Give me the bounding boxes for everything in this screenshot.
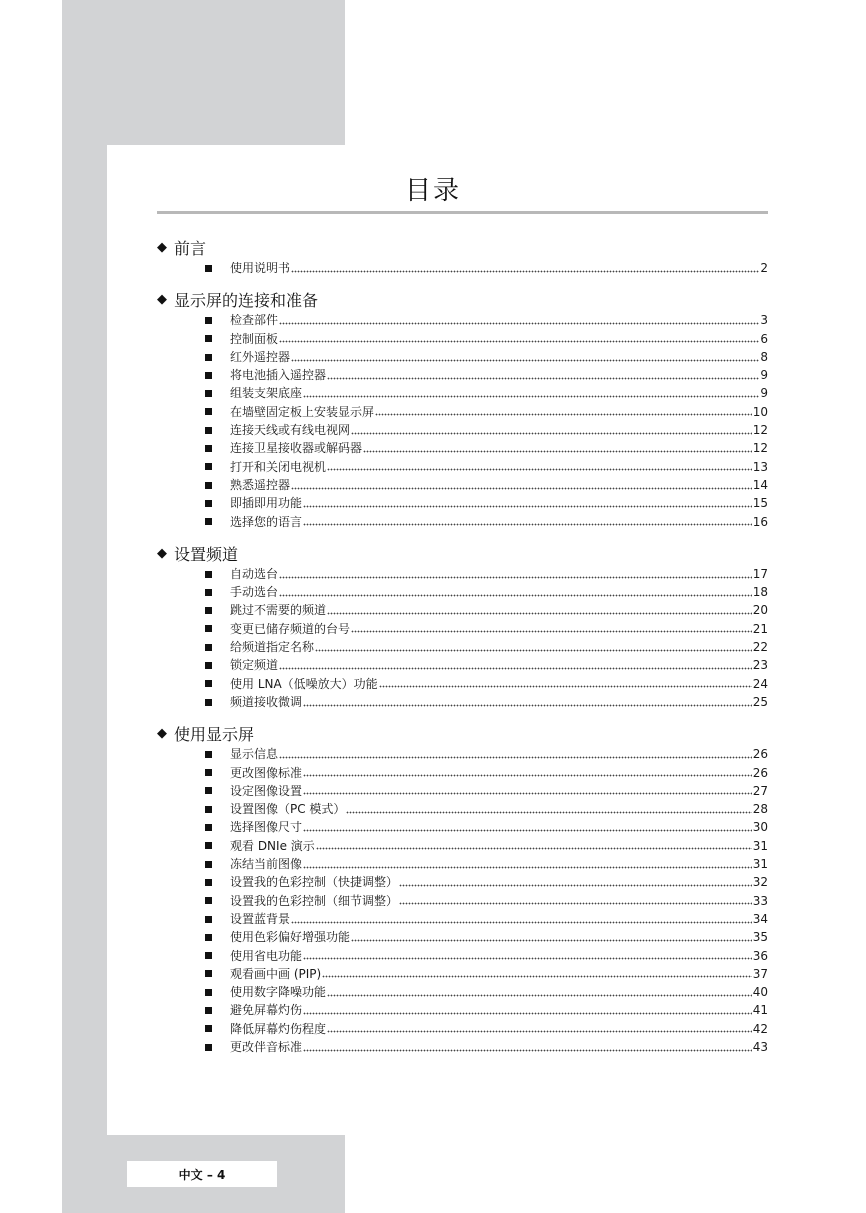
toc-entry-label: 设置蓝背景 — [230, 911, 291, 926]
section-heading[interactable] — [157, 722, 768, 745]
toc-entry-label: 手动选台 — [230, 585, 279, 600]
dot-leader — [303, 523, 752, 527]
toc-entry-page: 6 — [760, 331, 768, 346]
dot-leader — [303, 1048, 752, 1052]
toc-entry-page: 31 — [752, 838, 768, 853]
toc-entry-label: 连接卫星接收器或解码器 — [230, 441, 363, 456]
toc-entry[interactable] — [157, 837, 768, 855]
toc-entry-label: 在墙壁固定板上安装显示屏 — [230, 404, 375, 419]
toc-entry-label: 控制面板 — [230, 331, 279, 346]
toc-entry-label: 自动选台 — [230, 566, 279, 581]
toc-entry[interactable] — [157, 620, 768, 638]
diamond-icon: ◆ — [157, 240, 167, 255]
section-heading[interactable] — [157, 236, 768, 259]
toc-entry-label: 熟悉遥控器 — [230, 477, 291, 492]
dot-leader — [303, 829, 752, 833]
dot-leader — [351, 630, 752, 634]
dot-leader — [279, 666, 752, 670]
dot-leader — [346, 810, 751, 814]
toc-entry[interactable] — [157, 782, 768, 800]
section-heading[interactable] — [157, 288, 768, 311]
section-heading[interactable] — [157, 542, 768, 565]
square-bullet-icon — [205, 335, 212, 342]
dot-leader — [303, 395, 759, 399]
toc-entry-page: 42 — [752, 1021, 768, 1036]
dot-leader — [303, 703, 752, 707]
toc-entry[interactable] — [157, 565, 768, 583]
dot-leader — [279, 575, 752, 579]
toc-entry-page: 40 — [752, 985, 768, 1000]
toc-entry-label: 检查部件 — [230, 313, 279, 328]
page-title: 目录 — [404, 176, 461, 206]
square-bullet-icon — [205, 806, 212, 813]
toc-entry-page: 31 — [752, 857, 768, 872]
toc-entry[interactable] — [157, 348, 768, 366]
square-bullet-icon — [205, 699, 212, 706]
toc-entry-label: 使用色彩偏好增强功能 — [230, 930, 351, 945]
toc-entry[interactable] — [157, 855, 768, 873]
toc-entry[interactable] — [157, 403, 768, 421]
toc-entry-page: 28 — [752, 802, 768, 817]
page-footer: 中文 – 4 — [127, 1161, 277, 1187]
title-divider — [157, 211, 768, 214]
square-bullet-icon — [205, 824, 212, 831]
dot-leader — [399, 883, 752, 887]
toc-entry[interactable] — [157, 1001, 768, 1019]
toc-section — [157, 542, 768, 711]
diamond-icon: ◆ — [157, 292, 167, 308]
toc-entry[interactable] — [157, 421, 768, 439]
toc-entry-label: 显示信息 — [230, 747, 279, 762]
toc-entry-page: 15 — [752, 496, 768, 511]
square-bullet-icon — [205, 372, 212, 379]
toc-entry-page: 20 — [752, 603, 768, 618]
toc-entry-page: 36 — [752, 948, 768, 963]
dot-leader — [351, 938, 752, 942]
dot-leader — [291, 358, 759, 362]
dot-leader — [279, 321, 759, 325]
square-bullet-icon — [205, 354, 212, 361]
diamond-icon: ◆ — [157, 545, 167, 561]
toc-entry-page: 2 — [760, 261, 768, 275]
toc-entry-page: 26 — [752, 765, 768, 780]
square-bullet-icon — [205, 861, 212, 868]
square-bullet-icon — [205, 680, 212, 687]
toc-entry-label: 使用说明书 — [230, 261, 291, 275]
toc-entry-page: 35 — [752, 930, 768, 945]
toc-entry[interactable] — [157, 259, 768, 277]
toc-entry-page: 24 — [752, 676, 768, 691]
dot-leader — [379, 685, 752, 689]
dot-leader — [316, 847, 752, 851]
toc-entry-page: 17 — [752, 566, 768, 581]
toc-section — [157, 236, 768, 277]
gray-margin-top — [62, 0, 345, 145]
dot-leader — [315, 648, 752, 652]
table-of-contents — [157, 236, 768, 1067]
toc-entry-page: 33 — [752, 893, 768, 908]
toc-entry-label: 选择您的语言 — [230, 514, 303, 529]
toc-entry-page: 9 — [760, 368, 768, 383]
square-bullet-icon — [205, 644, 212, 651]
dot-leader — [279, 340, 759, 344]
square-bullet-icon — [205, 916, 212, 923]
toc-entry-page: 3 — [760, 313, 768, 328]
toc-entry-label: 更改伴音标准 — [230, 1039, 303, 1054]
toc-entry[interactable] — [157, 494, 768, 512]
toc-entry-label: 设置我的色彩控制（快捷调整） — [230, 875, 399, 890]
square-bullet-icon — [205, 482, 212, 489]
toc-entry[interactable] — [157, 458, 768, 476]
toc-entry-label: 更改图像标准 — [230, 765, 303, 780]
toc-entry-page: 26 — [752, 747, 768, 762]
square-bullet-icon — [205, 879, 212, 886]
square-bullet-icon — [205, 500, 212, 507]
square-bullet-icon — [205, 445, 212, 452]
dot-leader — [303, 504, 752, 508]
toc-entry[interactable] — [157, 311, 768, 329]
toc-entry-label: 避免屏幕灼伤 — [230, 1003, 303, 1018]
toc-entry-label: 观看 DNIe 演示 — [230, 838, 315, 853]
toc-entry-label: 连接天线或有线电视网 — [230, 423, 351, 438]
toc-entry[interactable] — [157, 330, 768, 348]
toc-entry[interactable] — [157, 601, 768, 619]
dot-leader — [303, 774, 752, 778]
toc-entry-page: 41 — [752, 1003, 768, 1018]
toc-entry[interactable] — [157, 513, 768, 531]
dot-leader — [351, 431, 752, 435]
dot-leader — [291, 269, 759, 273]
toc-entry[interactable] — [157, 983, 768, 1001]
diamond-icon: ◆ — [157, 726, 167, 742]
toc-entry[interactable] — [157, 928, 768, 946]
square-bullet-icon — [205, 662, 212, 669]
toc-entry-page: 12 — [752, 423, 768, 438]
dot-leader — [303, 792, 752, 796]
square-bullet-icon — [205, 571, 212, 578]
toc-entry-label: 使用省电功能 — [230, 948, 303, 963]
toc-entry-page: 10 — [752, 404, 768, 419]
toc-entry-label: 即插即用功能 — [230, 496, 303, 511]
toc-entry-label: 红外遥控器 — [230, 349, 291, 364]
square-bullet-icon — [205, 589, 212, 596]
square-bullet-icon — [205, 265, 212, 272]
square-bullet-icon — [205, 408, 212, 415]
dot-leader — [291, 486, 752, 490]
square-bullet-icon — [205, 607, 212, 614]
toc-entry[interactable] — [157, 745, 768, 763]
toc-entry[interactable] — [157, 1038, 768, 1056]
toc-entry-label: 选择图像尺寸 — [230, 820, 303, 835]
dot-leader — [303, 1012, 752, 1016]
toc-entry-label: 设置图像（PC 模式） — [230, 802, 346, 817]
toc-entry[interactable] — [157, 656, 768, 674]
section-heading-text: 显示屏的连接和准备 — [174, 291, 319, 311]
toc-section — [157, 722, 768, 1056]
toc-entry[interactable] — [157, 892, 768, 910]
dot-leader — [327, 993, 752, 997]
square-bullet-icon — [205, 1025, 212, 1032]
dot-leader — [279, 755, 752, 759]
toc-entry-page: 37 — [752, 966, 768, 981]
square-bullet-icon — [205, 317, 212, 324]
square-bullet-icon — [205, 518, 212, 525]
toc-entry-page: 32 — [752, 875, 768, 890]
toc-section — [157, 288, 768, 531]
dot-leader — [303, 957, 752, 961]
square-bullet-icon — [205, 769, 212, 776]
dot-leader — [327, 376, 759, 380]
toc-entry[interactable] — [157, 873, 768, 891]
toc-entry[interactable] — [157, 910, 768, 928]
toc-entry-label: 冻结当前图像 — [230, 857, 303, 872]
toc-entry-label: 使用 LNA（低噪放大）功能 — [230, 676, 378, 691]
section-heading-text: 使用显示屏 — [174, 725, 255, 745]
toc-entry[interactable] — [157, 476, 768, 494]
square-bullet-icon — [205, 787, 212, 794]
toc-entry-page: 13 — [752, 459, 768, 474]
toc-entry-page: 16 — [752, 514, 768, 529]
toc-entry-page: 27 — [752, 783, 768, 798]
square-bullet-icon — [205, 989, 212, 996]
toc-entry[interactable] — [157, 800, 768, 818]
square-bullet-icon — [205, 842, 212, 849]
toc-entry[interactable] — [157, 638, 768, 656]
dot-leader — [363, 450, 752, 454]
toc-entry[interactable] — [157, 947, 768, 965]
toc-entry-label: 观看画中画 (PIP) — [230, 966, 322, 981]
toc-entry-label: 降低屏幕灼伤程度 — [230, 1021, 327, 1036]
toc-entry[interactable] — [157, 439, 768, 457]
toc-entry[interactable] — [157, 384, 768, 402]
toc-entry-page: 21 — [752, 621, 768, 636]
dot-leader — [279, 593, 752, 597]
dot-leader — [291, 920, 752, 924]
toc-entry-page: 9 — [760, 386, 768, 401]
toc-entry-label: 设置我的色彩控制（细节调整） — [230, 893, 399, 908]
toc-entry-page: 25 — [752, 694, 768, 709]
toc-entry[interactable] — [157, 366, 768, 384]
toc-entry-label: 锁定频道 — [230, 658, 279, 673]
toc-entry-label: 跳过不需要的频道 — [230, 603, 327, 618]
section-heading-text: 设置频道 — [174, 544, 239, 564]
square-bullet-icon — [205, 1044, 212, 1051]
toc-entry-label: 使用数字降噪功能 — [230, 985, 327, 1000]
gray-margin-left — [62, 145, 107, 1213]
square-bullet-icon — [205, 625, 212, 632]
square-bullet-icon — [205, 390, 212, 397]
toc-entry[interactable] — [157, 965, 768, 983]
toc-entry[interactable] — [157, 764, 768, 782]
square-bullet-icon — [205, 1007, 212, 1014]
dot-leader — [327, 612, 752, 616]
toc-entry[interactable] — [157, 675, 768, 693]
toc-entry-page: 30 — [752, 820, 768, 835]
square-bullet-icon — [205, 952, 212, 959]
toc-entry-label: 打开和关闭电视机 — [230, 459, 327, 474]
square-bullet-icon — [205, 970, 212, 977]
dot-leader — [375, 413, 752, 417]
dot-leader — [303, 865, 752, 869]
toc-entry[interactable] — [157, 818, 768, 836]
toc-entry[interactable] — [157, 583, 768, 601]
square-bullet-icon — [205, 427, 212, 434]
toc-entry-page: 8 — [760, 349, 768, 364]
toc-entry[interactable] — [157, 693, 768, 711]
toc-entry-page: 18 — [752, 585, 768, 600]
toc-entry-page: 22 — [752, 640, 768, 655]
toc-entry-label: 变更已储存频道的台号 — [230, 621, 351, 636]
dot-leader — [327, 1030, 752, 1034]
toc-entry-label: 组装支架底座 — [230, 386, 303, 401]
dot-leader — [399, 902, 752, 906]
toc-entry-page: 23 — [752, 658, 768, 673]
square-bullet-icon — [205, 897, 212, 904]
dot-leader — [322, 975, 752, 979]
toc-entry-page: 14 — [752, 477, 768, 492]
toc-entry-label: 给频道指定名称 — [230, 640, 315, 655]
toc-entry-page: 12 — [752, 441, 768, 456]
toc-entry[interactable] — [157, 1020, 768, 1038]
section-heading-text: 前言 — [174, 239, 207, 258]
toc-entry-label: 频道接收微调 — [230, 694, 303, 709]
toc-entry-label: 设定图像设置 — [230, 783, 303, 798]
toc-entry-page: 43 — [752, 1039, 768, 1054]
toc-entry-page: 34 — [752, 911, 768, 926]
square-bullet-icon — [205, 751, 212, 758]
dot-leader — [327, 468, 752, 472]
toc-entry-label: 将电池插入遥控器 — [230, 368, 327, 383]
square-bullet-icon — [205, 934, 212, 941]
square-bullet-icon — [205, 463, 212, 470]
